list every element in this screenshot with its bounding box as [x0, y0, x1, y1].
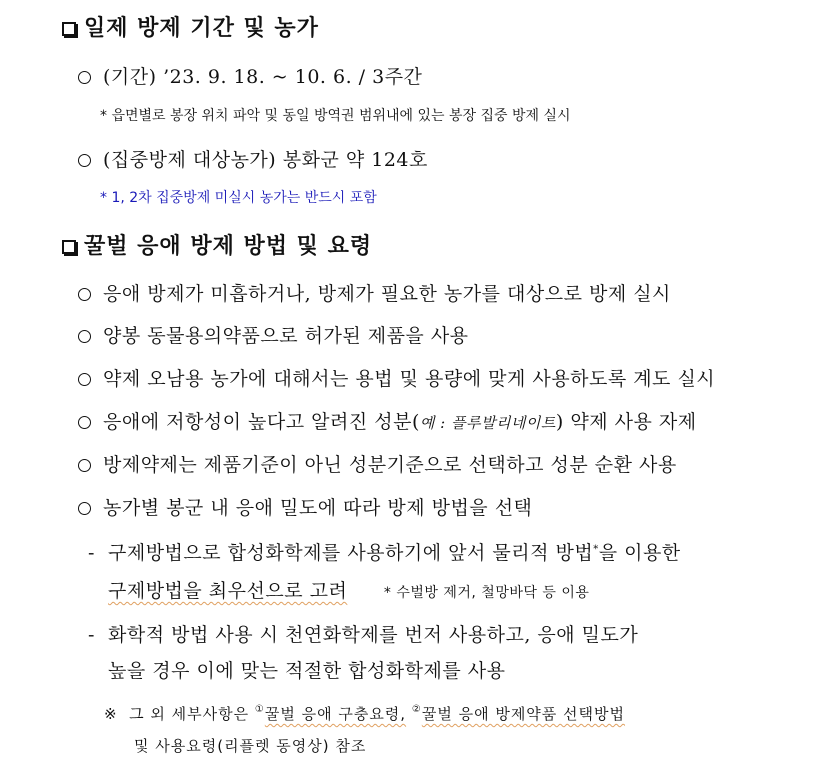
list-item: 양봉 동물용의약품으로 허가된 제품을 사용 [78, 321, 469, 348]
dash-item: - 구제방법으로 합성화학제를 사용하기에 앞서 물리적 방법*을 이용한 [88, 542, 681, 564]
list-item: 응애에 저항성이 높다고 알려진 성분(예 : 플루발리네이트) 약제 사용 자제 [78, 407, 697, 434]
circle-bullet-icon [78, 154, 91, 167]
checkbox-square-icon [62, 22, 76, 36]
period-item: (기간) ’23. 9. 18. ~ 10. 6. / 3주간 [78, 62, 422, 89]
dash-bullet: - [88, 624, 95, 646]
reference-note: ※ 그 외 세부사항은 ①꿀벌 응애 구충요령, ②꿀벌 응애 방제약품 선택방법 [104, 704, 626, 723]
circle-bullet-icon [78, 288, 91, 301]
checkbox-square-icon [62, 240, 76, 254]
target-note: * 1, 2차 집중방제 미실시 농가는 반드시 포함 [100, 190, 377, 206]
dash-item-continuation: 높을 경우 이에 맞는 적절한 합성화학제를 사용 [108, 660, 506, 682]
dash-bullet: - [88, 542, 95, 564]
circle-bullet-icon [78, 502, 91, 515]
circle-bullet-icon [78, 373, 91, 386]
section-heading-2: 꿀벌 응애 방제 방법 및 요령 [62, 229, 372, 260]
list-item: 응애 방제가 미흡하거나, 방제가 필요한 농가를 대상으로 방제 실시 [78, 279, 671, 306]
section-heading-1: 일제 방제 기간 및 농가 [62, 11, 319, 42]
dash-item: - 화학적 방법 사용 시 천연화학제를 번저 사용하고, 응애 밀도가 [88, 624, 639, 646]
period-note: * 읍면별로 봉장 위치 파악 및 동일 방역권 범위내에 있는 봉장 집중 방제 실시 [100, 108, 571, 124]
list-item: 농가별 봉군 내 응애 밀도에 따라 방제 방법을 선택 [78, 493, 532, 520]
dash-item-continuation: 구제방법을 최우선으로 고려 * 수벌방 제거, 철망바닥 등 이용 [108, 580, 590, 602]
list-item: 약제 오남용 농가에 대해서는 용법 및 용량에 맞게 사용하도록 계도 실시 [78, 364, 715, 391]
target-item: (집중방제 대상농가) 봉화군 약 124호 [78, 145, 428, 172]
circle-bullet-icon [78, 459, 91, 472]
circle-bullet-icon [78, 330, 91, 343]
list-item: 방제약제는 제품기준이 아닌 성분기준으로 선택하고 성분 순환 사용 [78, 450, 677, 477]
circle-bullet-icon [78, 71, 91, 84]
reference-note-continuation: 및 사용요령(리플렛 동영상) 참조 [134, 737, 367, 755]
circle-bullet-icon [78, 416, 91, 429]
